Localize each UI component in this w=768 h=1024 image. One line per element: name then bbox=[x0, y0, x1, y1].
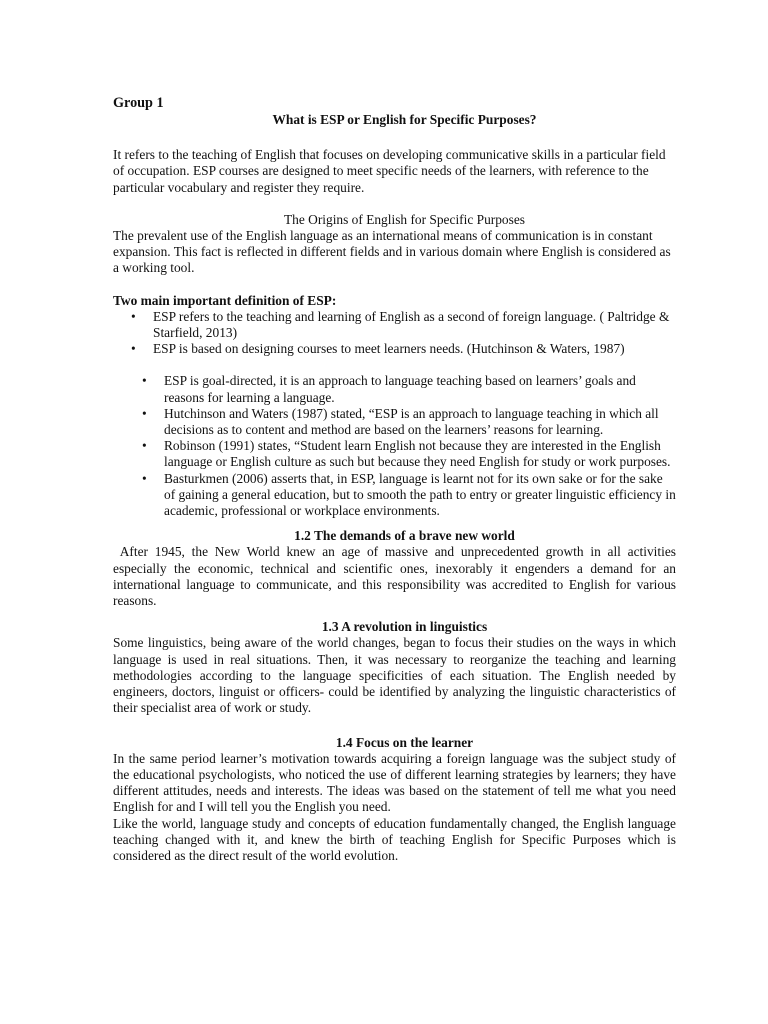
esp-point-text: Robinson (1991) states, “Student learn English not because they are interested in the English language or English culture as such but because they need English for study or work purposes. bbox=[164, 438, 671, 470]
esp-points-list bbox=[113, 373, 676, 519]
definition-text: ESP is based on designing courses to meet learners needs. (Hutchinson & Waters, 1987) bbox=[153, 341, 625, 357]
section-1-2-paragraph: After 1945, the New World knew an age of massive and unprecedented growth in all activities especially the economic, technical and scientific ones, inexorably it engenders a demand for an international language to communicate, and this responsibility was accredited to English for various reasons. bbox=[113, 544, 680, 609]
bullet-icon: • bbox=[142, 438, 147, 454]
definition-item bbox=[113, 309, 676, 341]
bullet-icon: • bbox=[142, 470, 147, 486]
bullet-icon: • bbox=[131, 341, 136, 357]
bullet-icon: • bbox=[142, 373, 147, 389]
bullet-icon: • bbox=[131, 308, 136, 324]
esp-point-text: Hutchinson and Waters (1987) stated, “ESP is an approach to language teaching in which all decisions as to content and method are based on the learners’ reasons for learning. bbox=[164, 405, 659, 438]
section-1-3-title: 1.3 A revolution in linguistics bbox=[321, 619, 488, 635]
esp-point-item bbox=[113, 406, 676, 438]
bullet-icon: • bbox=[142, 405, 147, 421]
origins-paragraph: The prevalent use of the English language as an international means of communication is in constant expansion. This fact is reflected in different fields and in various domain where English is considered as a working tool. bbox=[113, 228, 671, 276]
esp-point-item bbox=[113, 471, 676, 520]
definition-text: ESP refers to the teaching and learning of English as a second of foreign language. ( Paltridge & Starfield, 2013) bbox=[153, 308, 670, 341]
section-1-3-paragraph: Some linguistics, being aware of the world changes, began to focus their studies on the ways in which language is used in real situations. Then, it was necessary to reorganize the teaching and learning methodologies according to the language specificities of each situation. The English needed by engineers, doctors, linguist or officers- could be identified by analyzing the linguistic characteristics of their specialist area of work or study. bbox=[113, 635, 676, 716]
group-title: Group 1 bbox=[113, 95, 164, 111]
definitions-list bbox=[113, 309, 676, 358]
origins-title: The Origins of English for Specific Purposes bbox=[284, 211, 525, 227]
section-1-2-title: 1.2 The demands of a brave new world bbox=[294, 528, 515, 544]
section-1-4-title: 1.4 Focus on the learner bbox=[335, 734, 474, 750]
definitions-heading: Two main important definition of ESP: bbox=[113, 292, 337, 308]
document-title: What is ESP or English for Specific Purposes? bbox=[272, 112, 537, 127]
definition-item bbox=[113, 341, 676, 357]
document-page bbox=[113, 94, 680, 864]
esp-point-text: Basturkmen (2006) asserts that, in ESP, language is learnt not for its own sake or for the sake of gaining a general education, but to smooth the path to entry or greater linguistic efficiency in academic, professional or workplace environments. bbox=[164, 470, 676, 519]
section-1-4-paragraph: Like the world, language study and concepts of education fundamentally changed, the English language teaching changed with it, and knew the birth of teaching English for Specific Purposes which is considered as the direct result of the world evolution. bbox=[113, 815, 676, 863]
esp-point-text: ESP is goal-directed, it is an approach to language teaching based on learners’ goals and reasons for learning a language. bbox=[164, 373, 636, 405]
esp-point-item bbox=[113, 373, 676, 405]
section-1-4-paragraph: In the same period learner’s motivation towards acquiring a foreign language was the subject study of the educational psychologists, who noticed the use of different learning strategies by learners; they have different attitudes, needs and interests. The ideas was based on the statement of tell me what you need English for and I will tell you the English you need. bbox=[113, 750, 676, 815]
intro-paragraph: It refers to the teaching of English that focuses on developing communicative skills in a particular field of occupation. ESP courses are designed to meet specific needs of the learners, with reference to the particular vocabulary and register they require. bbox=[113, 147, 666, 195]
esp-point-item bbox=[113, 438, 676, 470]
